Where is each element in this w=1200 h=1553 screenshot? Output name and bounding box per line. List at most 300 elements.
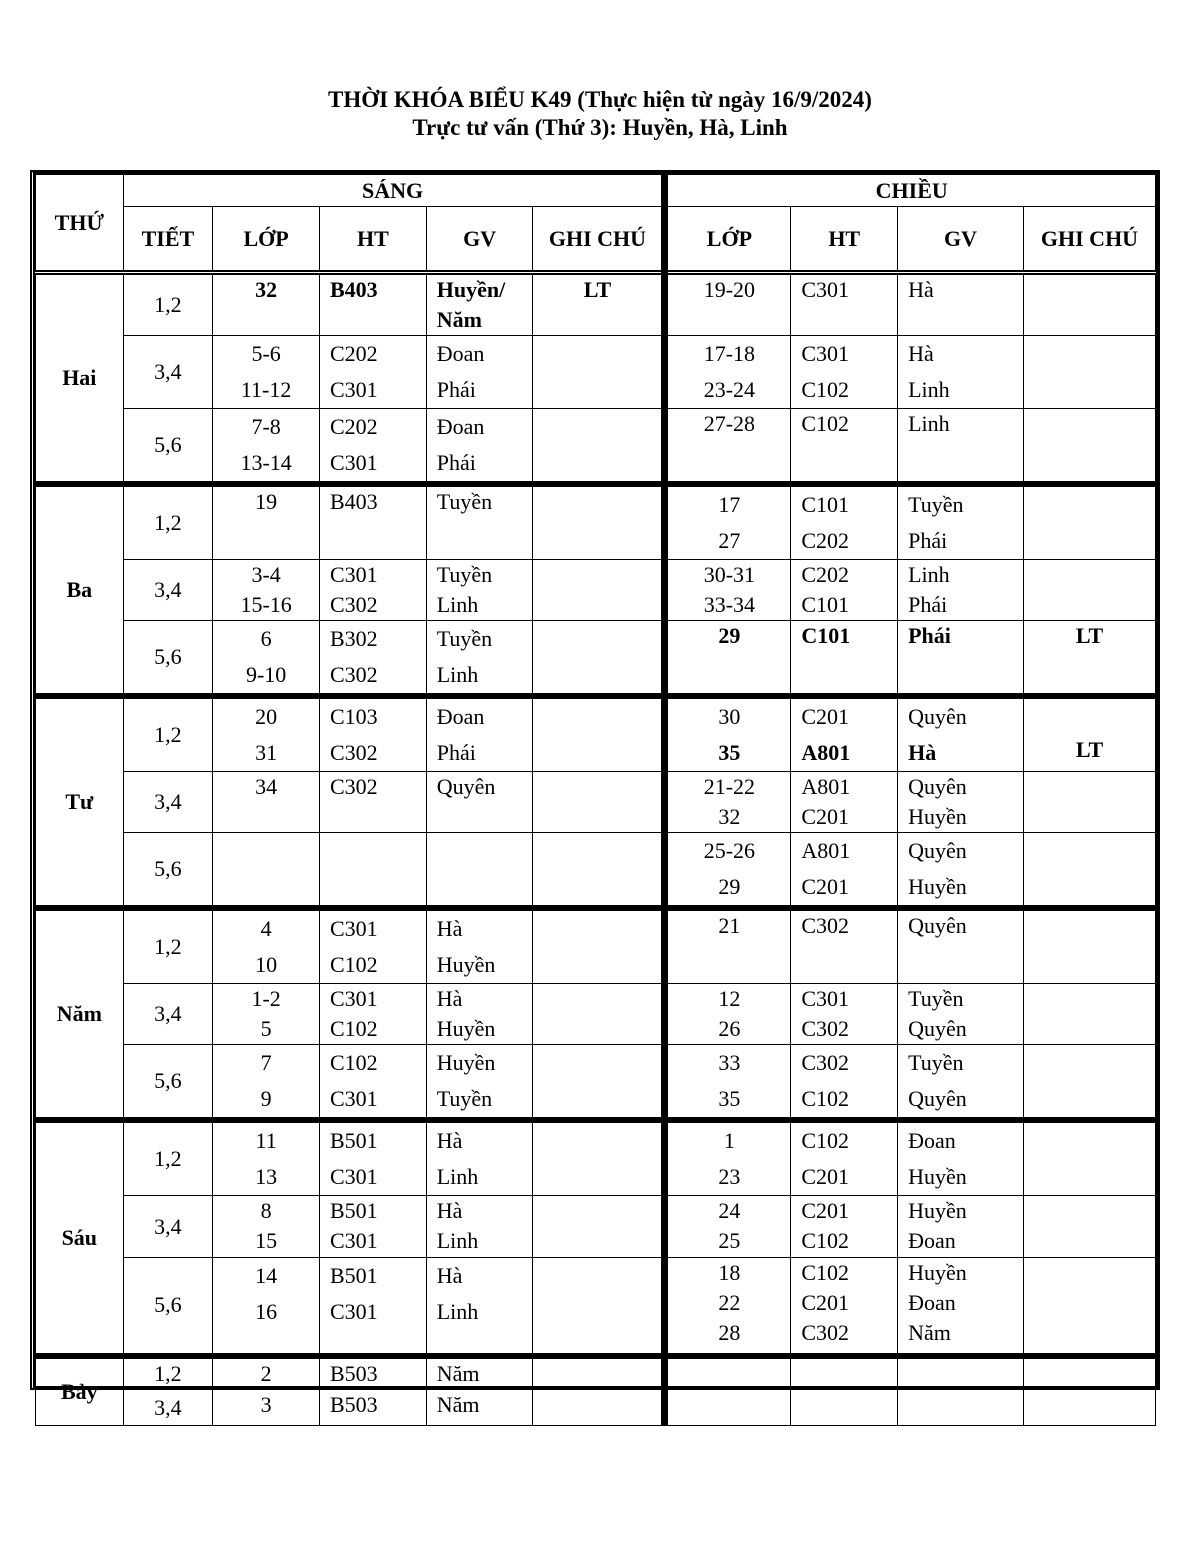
pm-lop-value: 25 xyxy=(718,1228,741,1253)
pm-note-cell xyxy=(1023,1120,1155,1196)
tiet-cell: 3,4 xyxy=(123,560,213,621)
am-note-cell xyxy=(533,1258,665,1356)
am-lop-value: 13-14 xyxy=(240,450,292,475)
am-ht-cell xyxy=(319,908,426,984)
pm-ht-value: C201 xyxy=(801,804,850,829)
am-note-cell xyxy=(533,621,665,697)
pm-gv-cell xyxy=(898,908,1024,984)
am-ht-value: B501 xyxy=(329,1128,378,1153)
am-ht-cell xyxy=(319,409,426,485)
am-gv-value: Quyên xyxy=(436,774,496,799)
pm-note-cell xyxy=(1023,1045,1155,1121)
pm-ht-cell xyxy=(791,1356,898,1390)
day-name: Ba xyxy=(36,484,124,696)
pm-gv-cell xyxy=(898,833,1024,909)
am-note-cell xyxy=(533,409,665,485)
am-ht-value: C102 xyxy=(329,952,378,977)
am-note-cell xyxy=(533,484,665,560)
tiet-cell: 5,6 xyxy=(123,833,213,909)
am-gv-value: Linh xyxy=(436,662,479,687)
am-gv-value: Huyền xyxy=(436,1050,496,1075)
am-lop-value: 19 xyxy=(255,489,278,514)
pm-ht-cell xyxy=(791,621,898,697)
am-note-cell xyxy=(533,336,665,409)
pm-ht-value: C201 xyxy=(801,1290,850,1315)
table-row xyxy=(36,1120,1156,1196)
am-ht-cell xyxy=(319,772,426,833)
am-ht-cell xyxy=(319,336,426,409)
day-name: Tư xyxy=(36,696,124,908)
am-note-cell xyxy=(533,1045,665,1121)
am-ht-value: B501 xyxy=(329,1263,378,1288)
pm-lop-cell xyxy=(665,984,791,1045)
tiet-cell: 5,6 xyxy=(123,1045,213,1121)
pm-gv-cell xyxy=(898,772,1024,833)
pm-lop-value: 22 xyxy=(718,1290,741,1315)
pm-note-cell xyxy=(1023,696,1155,772)
am-gv-value: Năm xyxy=(436,1360,480,1386)
am-note-cell xyxy=(533,984,665,1045)
pm-note-value: LT xyxy=(1075,737,1104,762)
tiet-cell: 5,6 xyxy=(123,409,213,485)
pm-gv-value: Hà xyxy=(908,341,934,366)
pm-gv-value: Tuyền xyxy=(908,986,964,1011)
pm-lop-cell xyxy=(665,1120,791,1196)
am-gv-value: Linh xyxy=(436,592,479,617)
am-ht-cell xyxy=(319,1120,426,1196)
pm-ht-value: C201 xyxy=(801,1164,850,1189)
am-lop-value: 32 xyxy=(255,277,278,302)
pm-ht-cell xyxy=(791,273,898,336)
day-name: Hai xyxy=(36,273,124,485)
pm-ht-value: A801 xyxy=(801,740,851,765)
pm-gv-cell xyxy=(898,484,1024,560)
pm-ht-cell xyxy=(791,833,898,909)
header-sang: SÁNG xyxy=(123,175,665,207)
pm-ht-value: C202 xyxy=(801,528,850,553)
am-gv-value: Huyền/ xyxy=(436,277,506,302)
pm-ht-value: C102 xyxy=(801,1128,850,1153)
am-gv-value: Đoan xyxy=(436,704,485,729)
table-row xyxy=(36,833,1156,909)
tiet-cell: 5,6 xyxy=(123,1258,213,1356)
am-lop-value: 2 xyxy=(260,1360,272,1386)
pm-gv-value: Đoan xyxy=(908,1128,956,1153)
am-note-cell xyxy=(533,833,665,909)
pm-lop-value: 19-20 xyxy=(703,277,756,302)
am-ht-cell xyxy=(319,696,426,772)
pm-lop-value: 23 xyxy=(718,1164,741,1189)
pm-ht-value: C102 xyxy=(801,1086,850,1111)
pm-gv-value: Phái xyxy=(908,592,948,617)
table-row xyxy=(36,409,1156,485)
pm-ht-cell xyxy=(791,984,898,1045)
pm-ht-value: C201 xyxy=(801,704,850,729)
am-ht-value: C202 xyxy=(329,414,378,439)
pm-gv-value: Đoan xyxy=(908,1290,956,1315)
pm-note-cell xyxy=(1023,560,1155,621)
am-lop-cell xyxy=(213,336,320,409)
pm-lop-cell xyxy=(665,484,791,560)
am-ht-value: C301 xyxy=(329,1164,378,1189)
am-lop-value: 6 xyxy=(260,626,272,651)
am-gv-value: Năm xyxy=(436,1392,480,1417)
pm-ht-value: C201 xyxy=(801,1198,850,1223)
pm-note-cell xyxy=(1023,1356,1155,1390)
am-ht-value: C301 xyxy=(329,377,378,402)
am-lop-cell xyxy=(213,560,320,621)
am-ht-value: B403 xyxy=(329,489,378,514)
am-note-cell xyxy=(533,1120,665,1196)
pm-note-cell xyxy=(1023,336,1155,409)
pm-lop-value: 29 xyxy=(718,623,741,648)
pm-note-cell xyxy=(1023,984,1155,1045)
am-ht-cell xyxy=(319,273,426,336)
pm-ht-value: C301 xyxy=(801,986,850,1011)
am-lop-value: 9 xyxy=(260,1086,272,1111)
am-ht-value: C301 xyxy=(329,986,378,1011)
tiet-cell: 5,6 xyxy=(123,621,213,697)
am-ht-value: B302 xyxy=(329,626,378,651)
pm-gv-value: Huyền xyxy=(908,1164,967,1189)
am-lop-value: 3-4 xyxy=(251,562,281,587)
pm-gv-value: Hà xyxy=(908,277,934,302)
pm-ht-cell xyxy=(791,1196,898,1258)
am-lop-cell xyxy=(213,484,320,560)
pm-ht-cell xyxy=(791,484,898,560)
pm-gv-cell xyxy=(898,984,1024,1045)
pm-ht-value: C301 xyxy=(801,277,850,302)
pm-lop-value: 24 xyxy=(718,1198,741,1223)
pm-gv-value: Năm xyxy=(908,1320,951,1345)
tiet-cell: 3,4 xyxy=(123,1390,213,1426)
am-note-cell xyxy=(533,1390,665,1426)
am-gv-value: Phái xyxy=(436,450,476,475)
tiet-cell: 3,4 xyxy=(123,336,213,409)
pm-ht-value: C302 xyxy=(801,1016,850,1041)
pm-ht-value: C102 xyxy=(801,411,850,436)
pm-lop-value: 17-18 xyxy=(703,341,756,366)
pm-ht-value: C202 xyxy=(801,562,850,587)
am-gv-cell xyxy=(426,409,533,485)
am-lop-value: 3 xyxy=(260,1392,272,1417)
pm-ht-value: A801 xyxy=(801,774,851,799)
tiet-cell: 1,2 xyxy=(123,1120,213,1196)
pm-gv-value: Huyền xyxy=(908,874,967,899)
pm-note-cell xyxy=(1023,1258,1155,1356)
pm-gv-value: Quyên xyxy=(908,838,967,863)
pm-ht-cell xyxy=(791,336,898,409)
pm-ht-cell xyxy=(791,409,898,485)
header-lop-am: LỚP xyxy=(213,207,320,273)
am-ht-value: C301 xyxy=(329,1299,378,1324)
am-ht-cell xyxy=(319,1196,426,1258)
pm-lop-value: 17 xyxy=(718,492,741,517)
pm-note-cell xyxy=(1023,484,1155,560)
am-gv-cell xyxy=(426,484,533,560)
pm-lop-value: 12 xyxy=(718,986,741,1011)
am-lop-cell xyxy=(213,984,320,1045)
pm-ht-value: C101 xyxy=(801,592,850,617)
pm-lop-value: 27 xyxy=(718,528,741,553)
pm-gv-cell xyxy=(898,1045,1024,1121)
pm-gv-cell xyxy=(898,409,1024,485)
header-tiet: TIẾT xyxy=(123,207,213,273)
am-note-cell xyxy=(533,273,665,336)
am-gv-value: Đoan xyxy=(436,341,485,366)
am-lop-value: 7 xyxy=(260,1050,272,1075)
pm-lop-cell xyxy=(665,336,791,409)
pm-note-cell xyxy=(1023,1196,1155,1258)
pm-gv-value: Huyền xyxy=(908,1198,967,1223)
am-ht-value: B503 xyxy=(329,1392,378,1417)
pm-note-cell xyxy=(1023,908,1155,984)
am-note-value: LT xyxy=(583,277,612,302)
pm-ht-cell xyxy=(791,1258,898,1356)
pm-lop-cell xyxy=(665,1390,791,1426)
pm-gv-value: Phái xyxy=(908,623,951,648)
am-ht-value: B501 xyxy=(329,1198,378,1223)
am-gv-value: Huyền xyxy=(436,952,496,977)
am-ht-value: C302 xyxy=(329,662,378,687)
am-lop-value: 11 xyxy=(255,1128,277,1153)
pm-note-cell xyxy=(1023,1390,1155,1426)
tiet-cell: 1,2 xyxy=(123,484,213,560)
am-lop-cell xyxy=(213,1258,320,1356)
am-ht-cell xyxy=(319,1390,426,1426)
am-gv-value: Tuyền xyxy=(436,626,493,651)
am-lop-cell xyxy=(213,833,320,909)
pm-lop-value: 1 xyxy=(723,1128,735,1153)
am-gv-value: Tuyền xyxy=(436,562,493,587)
am-note-cell xyxy=(533,772,665,833)
pm-ht-cell xyxy=(791,908,898,984)
tiet-cell: 1,2 xyxy=(123,1356,213,1390)
pm-ht-value: C301 xyxy=(801,341,850,366)
am-gv-value: Hà xyxy=(436,986,463,1011)
am-gv-value: Hà xyxy=(436,916,463,941)
pm-lop-cell xyxy=(665,621,791,697)
pm-ht-value: C102 xyxy=(801,377,850,402)
am-note-cell xyxy=(533,1196,665,1258)
am-ht-cell xyxy=(319,560,426,621)
table-row xyxy=(36,772,1156,833)
am-gv-value: Năm xyxy=(436,307,482,332)
am-ht-cell xyxy=(319,1045,426,1121)
pm-lop-value: 32 xyxy=(718,804,741,829)
am-lop-value: 31 xyxy=(255,740,278,765)
pm-ht-cell xyxy=(791,772,898,833)
pm-gv-value: Tuyền xyxy=(908,1050,964,1075)
pm-lop-cell xyxy=(665,273,791,336)
am-gv-cell xyxy=(426,984,533,1045)
pm-ht-value: C101 xyxy=(801,492,850,517)
am-ht-value: C302 xyxy=(329,774,378,799)
pm-lop-cell xyxy=(665,1356,791,1390)
am-gv-value: Tuyền xyxy=(436,489,493,514)
am-lop-value: 34 xyxy=(255,774,278,799)
pm-lop-cell xyxy=(665,1258,791,1356)
tiet-cell: 3,4 xyxy=(123,772,213,833)
am-gv-cell xyxy=(426,1356,533,1390)
pm-ht-value: C302 xyxy=(801,1050,850,1075)
pm-gv-cell xyxy=(898,621,1024,697)
pm-gv-value: Huyền xyxy=(908,804,967,829)
table-row xyxy=(36,1196,1156,1258)
pm-gv-value: Quyên xyxy=(908,1086,967,1111)
pm-gv-value: Quyên xyxy=(908,704,967,729)
am-ht-cell xyxy=(319,1356,426,1390)
pm-ht-value: C201 xyxy=(801,874,850,899)
pm-gv-value: Hà xyxy=(908,740,937,765)
pm-gv-cell xyxy=(898,1390,1024,1426)
pm-note-cell xyxy=(1023,273,1155,336)
am-ht-cell xyxy=(319,621,426,697)
pm-lop-value: 25-26 xyxy=(703,838,756,863)
am-ht-cell xyxy=(319,484,426,560)
table-row xyxy=(36,1356,1156,1390)
header-gv-am: GV xyxy=(426,207,533,273)
am-lop-value: 20 xyxy=(255,704,278,729)
am-lop-value: 5-6 xyxy=(251,341,281,366)
pm-lop-value: 29 xyxy=(718,874,741,899)
pm-lop-value: 21 xyxy=(718,913,741,938)
pm-lop-cell xyxy=(665,908,791,984)
pm-gv-cell xyxy=(898,560,1024,621)
pm-gv-cell xyxy=(898,1196,1024,1258)
pm-ht-value: C302 xyxy=(801,913,850,938)
am-note-cell xyxy=(533,560,665,621)
am-lop-cell xyxy=(213,1196,320,1258)
pm-lop-cell xyxy=(665,409,791,485)
day-name: Bảy xyxy=(36,1356,124,1426)
pm-ht-value: C102 xyxy=(801,1260,850,1285)
am-lop-value: 14 xyxy=(255,1263,278,1288)
am-ht-value: C301 xyxy=(329,450,378,475)
am-gv-cell xyxy=(426,696,533,772)
am-lop-value: 13 xyxy=(255,1164,278,1189)
page-subtitle: Trực tư vấn (Thứ 3): Huyền, Hà, Linh xyxy=(412,115,788,140)
am-gv-cell xyxy=(426,1258,533,1356)
am-gv-cell xyxy=(426,1390,533,1426)
am-note-cell xyxy=(533,696,665,772)
tiet-cell: 1,2 xyxy=(123,273,213,336)
pm-note-cell xyxy=(1023,772,1155,833)
am-gv-cell xyxy=(426,1196,533,1258)
header-lop-pm: LỚP xyxy=(665,207,791,273)
pm-gv-value: Quyên xyxy=(908,913,967,938)
pm-lop-value: 30 xyxy=(718,704,741,729)
pm-lop-value: 28 xyxy=(718,1320,741,1345)
pm-note-cell xyxy=(1023,409,1155,485)
am-gv-cell xyxy=(426,336,533,409)
am-lop-cell xyxy=(213,1390,320,1426)
tiet-cell: 3,4 xyxy=(123,984,213,1045)
pm-ht-cell xyxy=(791,1120,898,1196)
pm-ht-cell xyxy=(791,560,898,621)
pm-ht-value: A801 xyxy=(801,838,851,863)
am-ht-value: B503 xyxy=(329,1360,378,1386)
pm-lop-value: 30-31 xyxy=(703,562,756,587)
am-lop-value: 15-16 xyxy=(240,592,292,617)
am-ht-value: C301 xyxy=(329,916,378,941)
header-chieu: CHIỀU xyxy=(665,175,1156,207)
am-lop-value: 4 xyxy=(260,916,272,941)
header-ghichu-am: GHI CHÚ xyxy=(533,207,665,273)
table-row xyxy=(36,1258,1156,1356)
am-lop-cell xyxy=(213,772,320,833)
table-row xyxy=(36,984,1156,1045)
table-row xyxy=(36,696,1156,772)
pm-note-value: LT xyxy=(1075,623,1104,648)
am-lop-cell xyxy=(213,621,320,697)
header-ht-am: HT xyxy=(319,207,426,273)
pm-gv-value: Đoan xyxy=(908,1228,956,1253)
am-gv-value: Phái xyxy=(436,377,476,402)
am-lop-value: 11-12 xyxy=(240,377,292,402)
pm-lop-value: 18 xyxy=(718,1260,741,1285)
pm-lop-cell xyxy=(665,772,791,833)
am-lop-cell xyxy=(213,1356,320,1390)
am-gv-cell xyxy=(426,273,533,336)
tiet-cell: 1,2 xyxy=(123,696,213,772)
am-gv-cell xyxy=(426,560,533,621)
am-gv-value: Hà xyxy=(436,1128,463,1153)
pm-lop-cell xyxy=(665,1196,791,1258)
am-gv-value: Linh xyxy=(436,1164,479,1189)
am-ht-value: C302 xyxy=(329,592,378,617)
am-gv-value: Đoan xyxy=(436,414,485,439)
am-gv-cell xyxy=(426,621,533,697)
pm-ht-cell xyxy=(791,696,898,772)
am-gv-cell xyxy=(426,833,533,909)
table-row xyxy=(36,621,1156,697)
am-ht-cell xyxy=(319,833,426,909)
pm-gv-value: Quyên xyxy=(908,1016,967,1041)
pm-lop-value: 33 xyxy=(718,1050,741,1075)
pm-lop-value: 33-34 xyxy=(703,592,756,617)
pm-gv-cell xyxy=(898,336,1024,409)
pm-lop-value: 35 xyxy=(718,740,741,765)
am-gv-value: Phái xyxy=(436,740,476,765)
table-row xyxy=(36,908,1156,984)
am-gv-cell xyxy=(426,772,533,833)
am-ht-value: C301 xyxy=(329,562,378,587)
table-row xyxy=(36,1390,1156,1426)
am-lop-value: 10 xyxy=(255,952,278,977)
am-ht-value: C102 xyxy=(329,1050,378,1075)
pm-gv-value: Linh xyxy=(908,562,950,587)
day-name: Năm xyxy=(36,908,124,1120)
am-ht-value: C301 xyxy=(329,1228,378,1253)
am-note-cell xyxy=(533,908,665,984)
pm-gv-cell xyxy=(898,696,1024,772)
am-lop-value: 1-2 xyxy=(251,986,281,1011)
day-name: Sáu xyxy=(36,1120,124,1356)
pm-lop-value: 26 xyxy=(718,1016,741,1041)
am-gv-value: Huyền xyxy=(436,1016,496,1041)
am-lop-cell xyxy=(213,696,320,772)
timetable xyxy=(30,170,1160,1420)
am-lop-value: 15 xyxy=(255,1228,278,1253)
pm-gv-value: Linh xyxy=(908,411,950,436)
am-lop-cell xyxy=(213,1120,320,1196)
pm-gv-value: Quyên xyxy=(908,774,967,799)
tiet-cell: 3,4 xyxy=(123,1196,213,1258)
am-ht-value: C103 xyxy=(329,704,378,729)
am-lop-cell xyxy=(213,273,320,336)
pm-gv-value: Tuyền xyxy=(908,492,964,517)
